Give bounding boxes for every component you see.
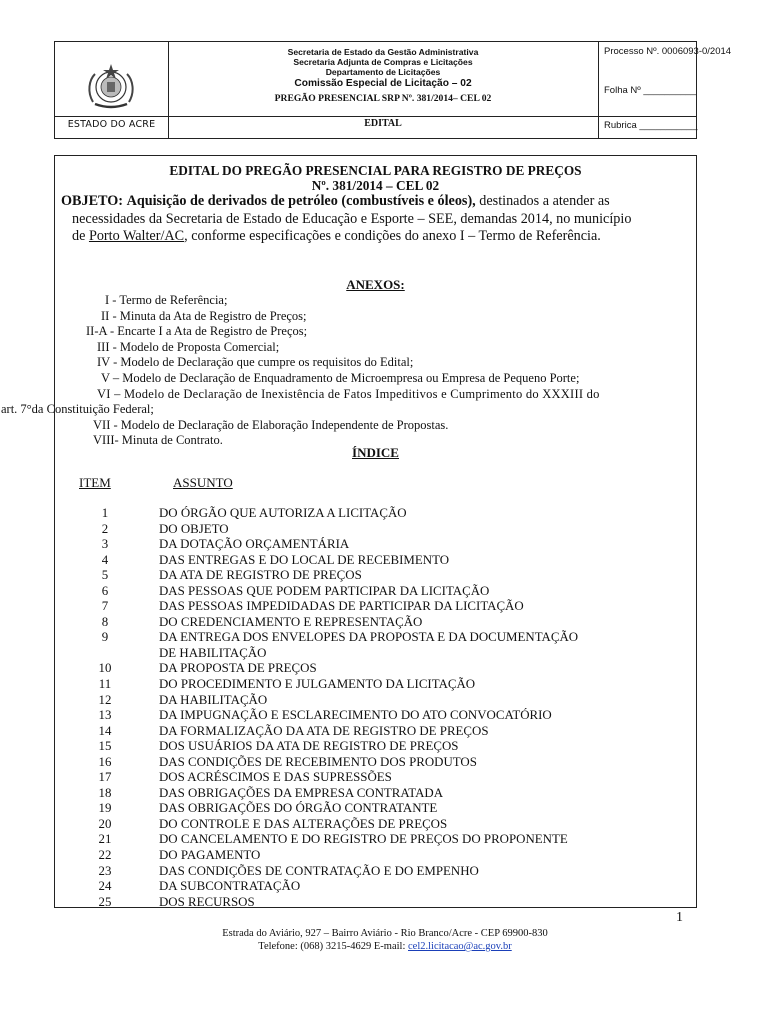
indice-row: [55, 630, 696, 661]
indice-item-number: 19: [98, 801, 112, 816]
header-line-adjunta: Secretaria Adjunta de Compras e Licitações: [293, 57, 473, 67]
state-seal-icon: [83, 60, 139, 110]
objeto-bold-text: Aquisição de derivados de petróleo (combustíveis e óleos),: [126, 193, 476, 209]
indice-item-subject: DO OBJETO: [159, 521, 229, 536]
indice-list: [55, 506, 696, 910]
footer-contact: [0, 940, 770, 953]
indice-row: [55, 615, 696, 631]
footer: [0, 927, 770, 953]
indice-item-number: 9: [101, 630, 109, 645]
anexo-item: I - Termo de Referência;: [105, 293, 228, 307]
indice-row: [55, 584, 696, 600]
header-edital: EDITAL: [364, 118, 402, 129]
header-line-departamento: Departamento de Licitações: [325, 67, 441, 77]
anexos-heading: ANEXOS:: [346, 277, 405, 292]
indice-item-number: 2: [101, 521, 109, 536]
indice-item-subject: DOS RECURSOS: [159, 894, 255, 909]
anexo-continuation-text: art. 7°da Constituição Federal;: [1, 402, 154, 417]
objeto-line-1: [61, 193, 689, 211]
indice-item-subject: DA FORMALIZAÇÃO DA ATA DE REGISTRO DE PREÇOS: [159, 723, 489, 738]
indice-item-subject: DAS CONDIÇÕES DE CONTRATAÇÃO E DO EMPENHO: [159, 863, 479, 878]
anexo-item: III - Modelo de Proposta Comercial;: [97, 339, 280, 354]
page-number: 1: [676, 910, 683, 925]
indice-row: [55, 599, 696, 615]
indice-item-number: 12: [98, 692, 112, 707]
indice-item-number: 13: [98, 708, 112, 723]
header-line-secretaria: Secretaria de Estado da Gestão Administrativa: [287, 47, 479, 57]
indice-item-number: 25: [98, 894, 112, 909]
objeto-line-2: necessidades da Secretaria de Estado de Educação e Esporte – SEE, demandas 2014, no município: [72, 210, 632, 227]
footer-address: Estrada do Aviário, 927 – Bairro Aviário - Rio Branco/Acre - CEP 69900-830: [222, 928, 548, 939]
objeto-label: OBJETO:: [61, 193, 124, 209]
anexo-item: IV - Modelo de Declaração que cumpre os requisitos do Edital;: [97, 355, 414, 370]
indice-row: [55, 755, 696, 771]
header-line-comissao: Comissão Especial de Licitação – 02: [294, 78, 472, 89]
objeto-rest: destinados a atender as: [479, 193, 610, 209]
objeto-line-3-pre: de: [72, 228, 86, 244]
header-table: [54, 41, 732, 139]
anexo-item: V – Modelo de Declaração de Enquadramento de Microempresa ou Empresa de Pequeno Porte;: [101, 370, 580, 385]
column-header-item: ITEM: [79, 475, 111, 490]
indice-row: [55, 739, 696, 755]
indice-item-subject: DA SUBCONTRATAÇÃO: [159, 879, 301, 894]
indice-row: [55, 895, 696, 911]
indice-item-number: 3: [101, 537, 109, 552]
indice-item-subject: DAS ENTREGAS E DO LOCAL DE RECEBIMENTO: [159, 552, 450, 567]
indice-item-number: 5: [101, 568, 109, 583]
indice-row: [55, 786, 696, 802]
indice-item-subject: DO CANCELAMENTO E DO REGISTRO DE PREÇOS DO PROPONENTE: [159, 832, 568, 847]
anexo-item-continuation: [1, 402, 696, 418]
objeto-line-3: [61, 228, 689, 246]
anexos-list: [1, 293, 696, 449]
indice-item-subject: DO CREDENCIAMENTO E REPRESENTAÇÃO: [159, 614, 423, 629]
indice-row: [55, 661, 696, 677]
indice-row: [55, 537, 696, 553]
indice-item-number: 18: [98, 785, 112, 800]
indice-item-subject: DA IMPUGNAÇÃO E ESCLARECIMENTO DO ATO CONVOCATÓRIO: [159, 708, 552, 723]
indice-item-subject: DA ENTREGA DOS ENVELOPES DA PROPOSTA E DA DOCUMENTAÇÃO: [159, 630, 579, 645]
objeto-line-3-post: , conforme especificações e condições do anexo I – Termo de Referência.: [184, 228, 601, 244]
anexo-item: II-A - Encarte I a Ata de Registro de Preços;: [86, 324, 308, 339]
indice-row: [55, 770, 696, 786]
document-number: Nº. 381/2014 – CEL 02: [311, 178, 440, 193]
header-center-cell: [168, 42, 599, 138]
header-logo-cell: [55, 42, 169, 138]
indice-row: [55, 553, 696, 569]
indice-item-subject: DO PROCEDIMENTO E JULGAMENTO DA LICITAÇÃO: [159, 677, 476, 692]
column-header-assunto: ASSUNTO: [173, 475, 233, 490]
indice-item-subject: DA DOTAÇÃO ORÇAMENTÁRIA: [159, 537, 350, 552]
anexo-item: VII - Modelo de Declaração de Elaboração Independente de Propostas.: [93, 417, 449, 432]
processo-number: Processo Nº. 0006093-0/2014: [604, 46, 732, 57]
indice-item-subject: DO ÓRGÃO QUE AUTORIZA A LICITAÇÃO: [159, 506, 407, 520]
indice-row: [55, 848, 696, 864]
indice-item-subject: DA HABILITAÇÃO: [159, 692, 268, 707]
indice-item-number: 17: [98, 770, 112, 785]
indice-item-number: 24: [98, 879, 112, 894]
indice-item-number: 1: [101, 506, 109, 520]
indice-item-number: 14: [98, 723, 112, 738]
indice-item-subject: DO CONTROLE E DAS ALTERAÇÕES DE PREÇOS: [159, 816, 448, 831]
indice-item-number: 23: [98, 863, 112, 878]
indice-row: [55, 801, 696, 817]
indice-item-number: 20: [98, 816, 112, 831]
indice-item-number: 6: [101, 583, 109, 598]
header-divider: [55, 116, 696, 117]
indice-row: [55, 708, 696, 724]
indice-item-number: 16: [98, 754, 112, 769]
rubrica-field: Rubrica ___________: [604, 120, 698, 131]
indice-item-subject-continuation: DE HABILITAÇÃO: [159, 645, 267, 660]
indice-item-number: 10: [98, 661, 112, 676]
anexo-item: VI – Modelo de Declaração de Inexistência de Fatos Impeditivos e Cumprimento do XXXIII do: [97, 386, 600, 401]
indice-row: [55, 724, 696, 740]
objeto-paragraph: [61, 193, 689, 246]
indice-row: [55, 506, 696, 522]
indice-row: [55, 522, 696, 538]
indice-item-subject: DAS PESSOAS QUE PODEM PARTICIPAR DA LICITAÇÃO: [159, 583, 490, 598]
footer-email-link[interactable]: cel2.licitacao@ac.gov.br: [408, 941, 512, 952]
indice-item-number: 22: [98, 848, 112, 863]
indice-item-number: 4: [101, 552, 109, 567]
municipio-link: Porto Walter/AC: [88, 228, 185, 244]
indice-item-subject: DOS USUÁRIOS DA ATA DE REGISTRO DE PREÇOS: [159, 739, 459, 754]
indice-row: [55, 693, 696, 709]
indice-item-subject: DA PROPOSTA DE PREÇOS: [159, 661, 317, 676]
indice-row: [55, 864, 696, 880]
indice-item-number: 21: [98, 832, 112, 847]
indice-item-number: 8: [101, 614, 109, 629]
header-right-cell: [598, 42, 732, 138]
indice-row: [55, 879, 696, 895]
indice-row: [55, 677, 696, 693]
anexo-item: VIII- Minuta de Contrato.: [93, 433, 223, 448]
indice-item-subject: DOS ACRÉSCIMOS E DAS SUPRESSÕES: [159, 770, 392, 785]
indice-item-number: 7: [101, 599, 109, 614]
footer-phone: Telefone: (068) 3215-4629 E-mail:: [258, 941, 406, 952]
indice-row: [55, 568, 696, 584]
indice-item-number: 15: [98, 739, 112, 754]
estado-label: ESTADO DO ACRE: [67, 119, 156, 130]
indice-row: [55, 817, 696, 833]
indice-item-subject: DO PAGAMENTO: [159, 848, 261, 863]
document-body: [1, 155, 697, 909]
indice-item-subject: DAS PESSOAS IMPEDIDADAS DE PARTICIPAR DA LICITAÇÃO: [159, 599, 524, 614]
indice-item-number: 11: [98, 677, 112, 692]
indice-item-subject: DAS OBRIGAÇÕES DO ÓRGÃO CONTRATANTE: [159, 801, 438, 816]
indice-item-subject: DAS OBRIGAÇÕES DA EMPRESA CONTRATADA: [159, 785, 444, 800]
anexo-item: II - Minuta da Ata de Registro de Preços;: [101, 308, 307, 323]
indice-heading: ÍNDICE: [352, 445, 399, 460]
indice-item-subject: DAS CONDIÇÕES DE RECEBIMENTO DOS PRODUTOS: [159, 754, 477, 769]
document-title: EDITAL DO PREGÃO PRESENCIAL PARA REGISTRO DE PREÇOS: [169, 163, 582, 178]
indice-item-subject: DA ATA DE REGISTRO DE PREÇOS: [159, 568, 362, 583]
header-line-pregao: PREGÃO PRESENCIAL SRP Nº. 381/2014– CEL 02: [274, 93, 492, 104]
indice-row: [55, 832, 696, 848]
folha-field: Folha Nº __________: [604, 85, 697, 96]
